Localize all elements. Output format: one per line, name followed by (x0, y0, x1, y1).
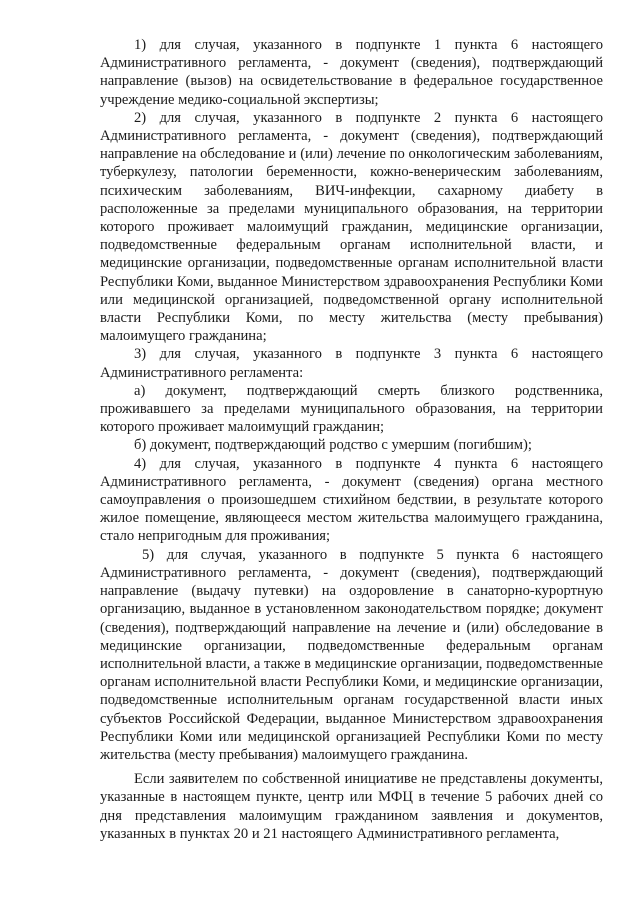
paragraph-item-3b: б) документ, подтверждающий родство с умершим (погибшим); (134, 437, 532, 454)
paragraph-item-5: 5) для случая, указанного в подпункте 5 пункта 6 настоящего Административного регламента, - документ (сведения), подтверждающий направление (выдачу путевки) на оздоровление в санаторно-курортную организацию, выданное в установленном законодательством порядке; документ (сведения), подтверждающий направление на лечение и (или) обследование в медицинские организации, подведомственные федеральным органам исполнительной власти, а также в медицинские организации, подведомственные органам исполнительной власти Республики Коми, и медицинские организации, подведомственные исполнительным органам государственной власти иных субъектов Российской Федерации, выданное Министерством здравоохранения Республики Коми или медицинской организацией Республики Коми по месту жительства (месту пребывания) малоимущего гражданина. (100, 546, 603, 763)
paragraph-item-3a: а) документ, подтверждающий смерть близкого родственника, проживавшего за пределами муниципального образования, на территории которого проживает малоимущий гражданин; (100, 382, 603, 436)
paragraph-item-2: 2) для случая, указанного в подпункте 2 пункта 6 настоящего Административного регламента, - документ (сведения), подтверждающий направление на обследование и (или) лечение по онкологическим заболеваниям, туберкулезу, патологии беременности, кожно-венерическим заболеваниям, психическим заболеваниям, ВИЧ-инфекции, сахарному диабету в расположенные за пределами муниципального образования, на территории которого проживает малоимущий гражданин, медицинские организации, подведомственные федеральным органам исполнительной власти, и медицинские организации, подведомственные органам исполнительной власти Республики Коми, выданное Министерством здравоохранения Республики Коми или медицинской организацией, подведомственной органу исполнительной власти Республики Коми, по месту жительства (месту пребывания) малоимущего гражданина; (100, 109, 603, 345)
paragraph-item-3: 3) для случая, указанного в подпункте 3 пункта 6 настоящего Административного регламента: (100, 346, 603, 381)
paragraph-item-4: 4) для случая, указанного в подпункте 4 пункта 6 настоящего Административного регламента, - документ (сведения) органа местного самоуправления о произошедшем стихийном бедствии, в результате которого жилое помещение, являющееся местом жительства малоимущего гражданина, стало непригодным для проживания; (100, 455, 603, 545)
paragraph-closing: Если заявителем по собственной инициативе не представлены документы, указанные в настоящем пункте, центр или МФЦ в течение 5 рабочих дней со дня представления малоимущим гражданином заявления и документов, указанных в пунктах 20 и 21 настоящего Административного регламента, (100, 771, 603, 842)
document-page (100, 36, 603, 843)
paragraph-item-1: 1) для случая, указанного в подпункте 1 пункта 6 настоящего Административного регламента, - документ (сведения), подтверждающий направление (вызов) на освидетельствование в федеральное государственное учреждение медико-социальной экспертизы; (100, 37, 603, 108)
